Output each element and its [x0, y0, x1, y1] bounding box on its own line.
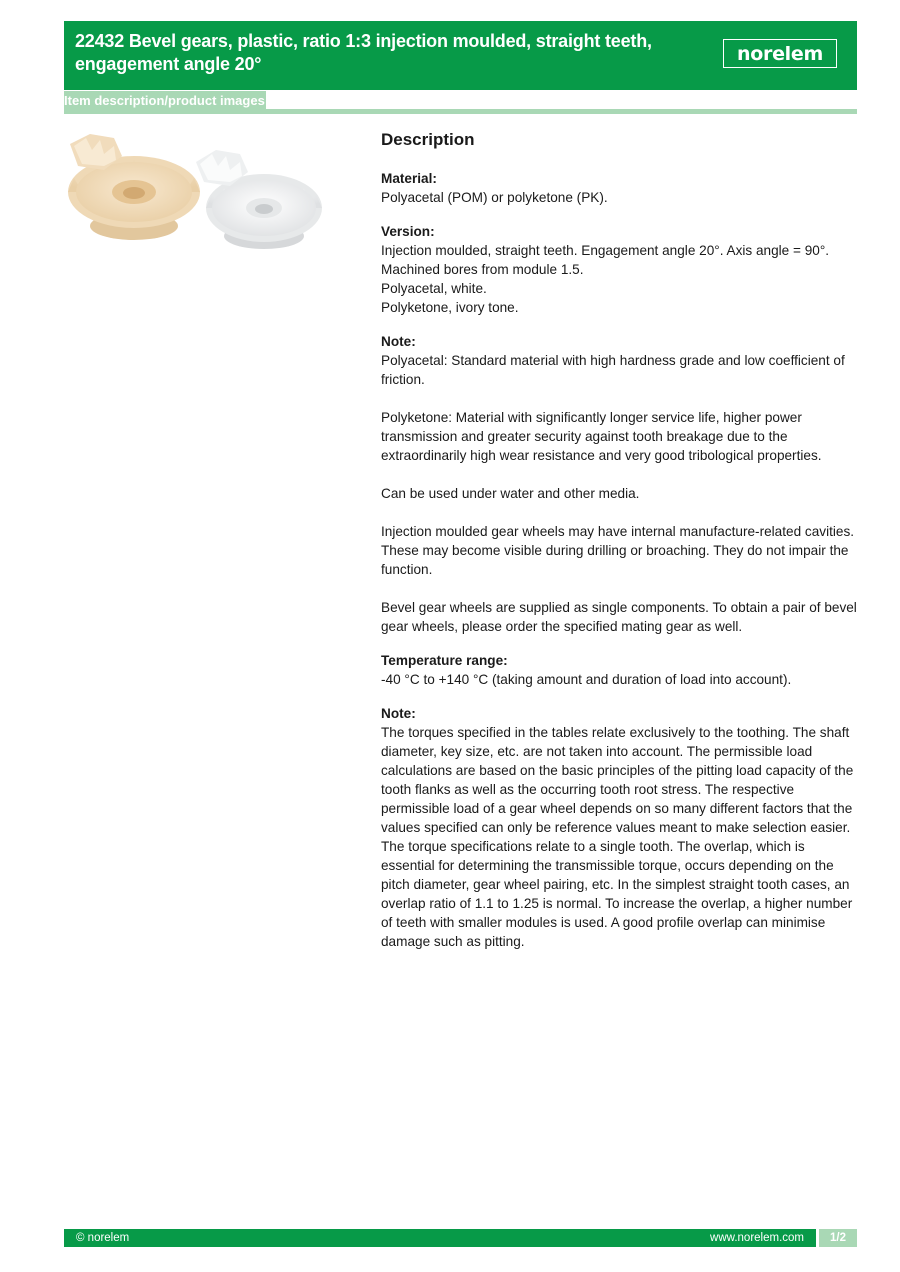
footer-website-link[interactable]: www.norelem.com — [710, 1232, 804, 1244]
note-paragraph: Can be used under water and other media. — [381, 486, 640, 501]
product-image-bevel-gears — [64, 126, 322, 254]
page-title-line-2: engagement angle 20° — [75, 54, 262, 74]
section-label: Item description/product images — [64, 91, 266, 111]
version-line: Polyketone, ivory tone. — [381, 300, 519, 315]
version-line: Polyacetal, white. — [381, 281, 487, 296]
page-header — [64, 21, 857, 90]
norelem-logo — [723, 39, 837, 68]
version-line: Machined bores from module 1.5. — [381, 262, 584, 277]
note-paragraph: Polyketone: Material with significantly longer service life, higher power transmission and greater security against tooth breakage due to the extraordinarily high wear resistance and very good tribological properties. — [381, 410, 822, 463]
temperature-label: Temperature range: — [381, 653, 508, 668]
note-paragraph: Bevel gear wheels are supplied as single components. To obtain a pair of bevel gear wheels, please order the specified mating gear as well. — [381, 600, 857, 634]
temperature-block — [381, 651, 857, 689]
description-content — [381, 128, 857, 966]
note-paragraph: Polyacetal: Standard material with high hardness grade and low coefficient of friction. — [381, 353, 845, 387]
note-paragraph: Injection moulded gear wheels may have internal manufacture-related cavities. These may become visible during drilling or broaching. They do not impair the function. — [381, 524, 855, 577]
footer-copyright: © norelem — [76, 1232, 130, 1244]
note-label: Note: — [381, 334, 416, 349]
page-footer — [64, 1229, 816, 1247]
torque-note-block — [381, 704, 857, 951]
temperature-text: -40 °C to +140 °C (taking amount and duration of load into account). — [381, 672, 792, 687]
page-number: 1/2 — [819, 1229, 857, 1247]
version-block — [381, 222, 857, 317]
page-title-line-1: 22432 Bevel gears, plastic, ratio 1:3 injection moulded, straight teeth, — [75, 31, 652, 51]
torque-note-text: The torques specified in the tables relate exclusively to the toothing. The shaft diameter, key size, etc. are not taken into account. The permissible load calculations are based on the basic principles of the pitting load capacity of the tooth flanks as well as the occurring tooth root stress. The respective permissible load of a gear wheel depends on so many different factors that the values specified can only be reference values meant to make selection easier. The torque specifications relate to a single tooth. The overlap, which is essential for determining the transmissible torque, occurs depending on the pitch diameter, gear wheel pairing, etc. In the simplest straight tooth cases, an overlap ratio of 1.1 to 1.25 is normal. To increase the overlap, a higher number of teeth with smaller modules is used. A good profile overlap can minimise damage such as pitting. — [381, 725, 854, 949]
page-title — [75, 30, 675, 76]
description-heading: Description — [381, 130, 475, 149]
torque-note-label: Note: — [381, 706, 416, 721]
material-label: Material: — [381, 171, 437, 186]
note-block — [381, 332, 857, 636]
logo-text: norelem — [737, 42, 823, 65]
version-label: Version: — [381, 224, 435, 239]
material-text: Polyacetal (POM) or polyketone (PK). — [381, 190, 608, 205]
version-line: Injection moulded, straight teeth. Engagement angle 20°. Axis angle = 90°. — [381, 243, 830, 258]
material-block — [381, 169, 857, 207]
